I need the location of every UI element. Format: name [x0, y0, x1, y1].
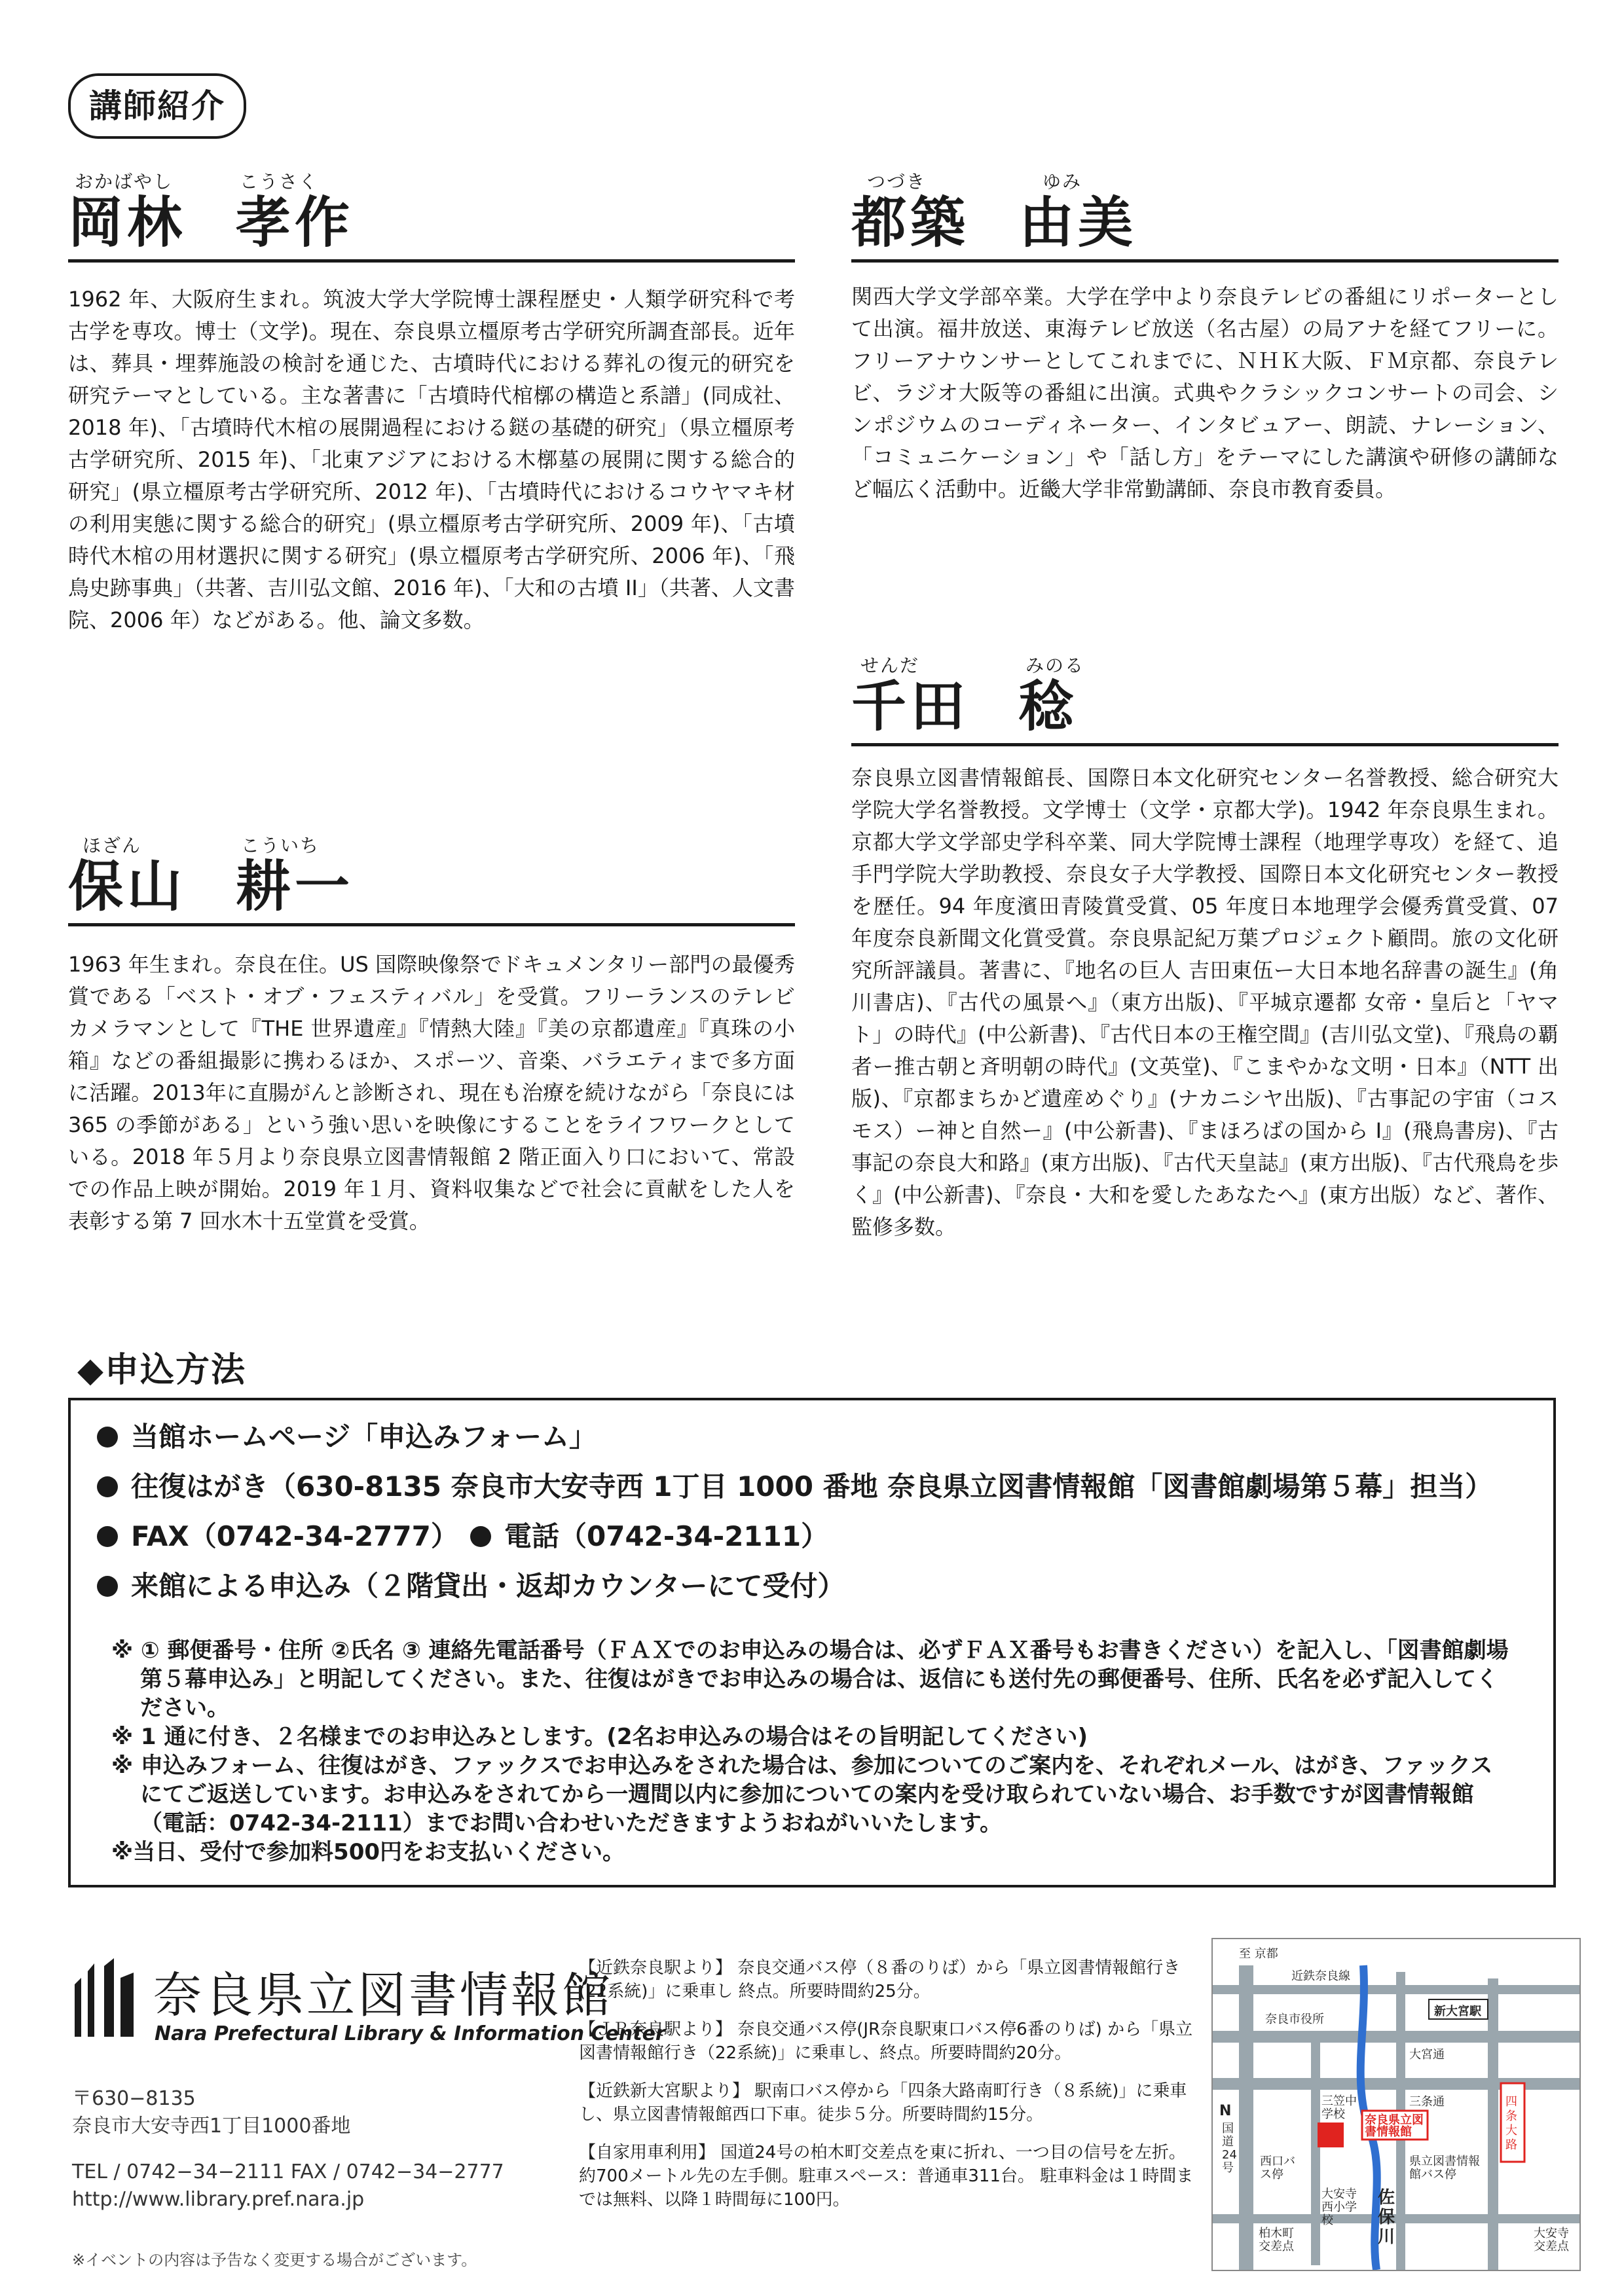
- ruby-given: みのる: [1025, 655, 1085, 676]
- ruby-family: ほざん: [83, 835, 142, 856]
- map-label-city-hall: 奈良市役所: [1265, 2013, 1324, 2026]
- note-item: ※ 申込みフォーム、往復はがき、ファックスでお申込みをされた場合は、参加についてのご案内を、それぞれメール、はがき、ファックスにてご返送しています。お申込みをされてから一週間以内に参加についての案内を受け取られていない場合、お手数ですが図書情報館（電話：0742-34-2111）までお問い合わせいただきますようおねがいいたします。: [111, 1753, 1493, 1836]
- method-label: 当館ホームページ「申込みフォーム」: [131, 1421, 597, 1453]
- apply-heading: ◆申込方法: [77, 1351, 246, 1390]
- section-title: 講師紹介: [68, 73, 246, 139]
- name-underline: [851, 259, 1559, 263]
- address: 奈良市大安寺西1丁目1000番地: [72, 2115, 351, 2138]
- lecturer-family-name: 岡林: [68, 191, 187, 255]
- access-info: [579, 1956, 1194, 2226]
- map-label-saho-river: 佐保川: [1378, 2188, 1395, 2247]
- map-label-omiya: 大宮通: [1409, 2048, 1445, 2062]
- lecturer-family-name: 千田: [851, 674, 970, 738]
- lecturer-bio: 奈良県立図書情報館長、国際日本文化研究センター名誉教授、総合研究大学院大学名誉教授。文学博士（文学・京都大学)。1942 年奈良県生まれ。京都大学文学部史学科卒業、同大学院博士課程（地理学専攻）を経て、追手門学院大学助教授、奈良女子大学教授、国際日本文化研究センター教授を歴任。94 年度濱田青陵賞受賞、05 年度日本地理学会優秀賞受賞、07 年度奈良新聞文化賞受賞。奈良県記紀万葉プロジェクト顧問。旅の文化研究所評議員。著書に、『地名の巨人 吉田東伍ー大日本地名辞書の誕生』(角川書店)、『古代の風景へ』（東方出版)、『平城京遷都 女帝・皇后と「ヤマト」の時代』(中公新書)、『古代日本の王権空間』(吉川弘文堂)、『飛鳥の覇者ー推古朝と斉明朝の時代』(文英堂)、『こまやかな文明・日本』（NTT 出版)、『京都まちかど遺産めぐり』(ナカニシヤ出版)、『古事記の宇宙（コスモス）ー神と自然ー』(中公新書)、『まほろばの国から I』(飛鳥書房)、『古事記の奈良大和路』(東方出版)、『古代天皇誌』(東方出版)、『古代飛鳥を歩く』(中公新書)、『奈良・大和を愛したあなたへ』(東方出版）など、著作、監修多数。: [851, 765, 1559, 1239]
- method-postcard: [97, 1466, 1492, 1508]
- map-label-kyoto: 至 京都: [1239, 1947, 1278, 1961]
- lecturer-family-name: 都築: [851, 191, 970, 255]
- lecturer-given-name: 由美: [1019, 191, 1137, 255]
- disclaimer: ※イベントの内容は予告なく変更する場合がございます。: [72, 2251, 477, 2269]
- name-underline: [68, 923, 795, 926]
- lecturer-bio: 関西大学文学部卒業。大学在学中より奈良テレビの番組にリポーターとして出演。福井放送、東海テレビ放送（名古屋）の局アナを経てフリーに。フリーアナウンサーとしてこれまでに、ＮＨＫ大阪、ＦＭ京都、奈良テレビ、ラジオ大阪等の番組に出演。式典やクラシックコンサートの司会、シンポジウムのコーディネーター、インタビュアー、朗読、ナレーション、「コミュニケーション」や「話し方」をテーマにした講演や研修の講師など幅広く活動中。近畿大学非常勤講師、奈良市教育委員。: [851, 284, 1559, 501]
- map-label-shijo: 四条大路: [1505, 2095, 1517, 2152]
- ruby-given: こうさく: [240, 171, 319, 192]
- map-label-daianji-crossing: 大安寺交差点: [1534, 2227, 1569, 2253]
- map-label-shinomiya: 新大宮駅: [1434, 2005, 1481, 2018]
- website-url[interactable]: http://www.library.pref.nara.jp: [72, 2188, 365, 2211]
- lecturer-given-name: 耕一: [236, 854, 354, 919]
- lecturer-bio: 1962 年、大阪府生まれ。筑波大学大学院博士課程歴史・人類学研究科で考古学を専攻。博士（文学)。現在、奈良県立橿原考古学研究所調査部長。近年は、葬具・埋葬施設の検討を通じた、古墳時代における葬礼の復元的研究を研究テーマとしている。主な著書に「古墳時代棺槨の構造と系譜」(同成社、2018 年)、「古墳時代木棺の展開過程における鎹の基礎的研究」（県立橿原考古学研究所、2015 年)、「北東アジアにおける木槨墓の展開に関する総合的研究」(県立橿原考古学研究所、2012 年)、「古墳時代におけるコウヤマキ材の利用実態に関する総合的研究」(県立橿原考古学研究所、2009 年)、「古墳時代木棺の用材選択に関する研究」(県立橿原考古学研究所、2006 年)、「飛鳥史跡事典」（共著、吉川弘文館、2016 年)、「大和の古墳 II」（共著、人文書院、2006 年）などがある。他、論文多数。: [68, 287, 795, 632]
- library-logo-mark-icon: [68, 1958, 140, 2043]
- postal-code: 〒630−8135: [72, 2087, 196, 2110]
- map-label-kintetsu: 近鉄奈良線: [1291, 1969, 1350, 1983]
- bullet-icon: [97, 1476, 118, 1497]
- ruby-family: せんだ: [860, 655, 920, 676]
- map-label-route24: 国道24号: [1222, 2122, 1237, 2175]
- method-visit: [97, 1565, 845, 1607]
- lecturer-bio: 1963 年生まれ。奈良在住。US 国際映像祭でドキュメンタリー部門の最優秀賞である「ベスト・オブ・フェスティバル」を受賞。フリーランスのテレビカメラマンとして『THE 世界遺産』『情熱大陸』『美の京都遺産』『真珠の小箱』などの番組撮影に携わるほか、スポーツ、音楽、バラエティまで多方面に活躍。2013年に直腸がんと診断され、現在も治療を続けながら「奈良には 365 の季節がある」という強い思いを映像にすることをライフワークとしている。2018 年５月より奈良県立図書情報館 2 階正面入り口において、常設での作品上映が開始。2019 年１月、資料収集などで社会に貢献をした人を表彰する第 7 回水木十五堂賞を受賞。: [68, 952, 795, 1233]
- compass-north-icon: N: [1219, 2103, 1232, 2119]
- method-fax: [97, 1516, 458, 1558]
- bullet-icon: [470, 1526, 491, 1547]
- note-item: ※当日、受付で参加料500円をお支払いください。: [111, 1839, 625, 1865]
- lecturer-tsuzuki: [851, 168, 1559, 505]
- map-label-junior-high: 三笠中学校: [1321, 2094, 1357, 2121]
- map-label-library-bus: 県立図書情報館バス停: [1409, 2155, 1480, 2181]
- method-label: 電話（0742-34-2111）: [504, 1520, 829, 1552]
- map-label-library: 奈良県立図書情報館: [1365, 2113, 1424, 2139]
- ruby-family: おかばやし: [75, 171, 174, 192]
- map-label-elementary: 大安寺西小学校: [1321, 2187, 1357, 2227]
- map-label-kashiwagi: 柏木町交差点: [1259, 2227, 1294, 2253]
- note-item: ※ ① 郵便番号・住所 ②氏名 ③ 連絡先電話番号（ＦＡＸでのお申込みの場合は、必ずＦＡＸ番号もお書きください）を記入し、「図書館劇場 第５幕申込み」と明記してください。また、往復はがきでお申込みの場合は、返信にも送付先の郵便番号、住所、氏名を必ず記入してください。: [111, 1637, 1509, 1721]
- ruby-given: こういち: [241, 835, 320, 856]
- bullet-icon: [97, 1526, 118, 1547]
- access-kintetsu-nara: 【近鉄奈良駅より】 奈良交通バス停（８番のりば）から「県立図書情報館行き(22系統)」に乗車し 終点。所要時間約25分。: [579, 1958, 1181, 2001]
- method-label: FAX（0742-34-2777）: [131, 1520, 458, 1552]
- lecturer-family-name: 保山: [68, 854, 187, 919]
- lecturer-given-name: 孝作: [236, 191, 354, 255]
- method-label: 来館による申込み（２階貸出・返却カウンターにて受付）: [131, 1570, 845, 1602]
- logo-english: Nara Prefectural Library & Information Center: [155, 2022, 665, 2045]
- logo-japanese: 奈良県立図書情報館: [153, 1967, 613, 2024]
- map-label-sanjo: 三条通: [1409, 2095, 1445, 2109]
- name-underline: [851, 743, 1559, 746]
- apply-box: [68, 1398, 1556, 1887]
- ruby-family: つづき: [867, 171, 927, 192]
- lecturer-hozan: [68, 831, 795, 1237]
- lecturer-senda: [851, 651, 1559, 1243]
- lecturer-okabayashi: [68, 168, 795, 636]
- bullet-icon: [97, 1576, 118, 1597]
- method-webform: [97, 1416, 597, 1458]
- apply-notes: [111, 1636, 1513, 1867]
- bullet-icon: [97, 1427, 118, 1448]
- access-map: [1211, 1938, 1581, 2271]
- map-label-west-bus: 西口バス停: [1260, 2155, 1295, 2181]
- lecturer-given-name: 稔: [1019, 674, 1079, 738]
- name-underline: [68, 259, 795, 263]
- contact-info: [72, 2085, 570, 2214]
- map-roads: [1213, 1939, 1579, 2270]
- method-phone: [470, 1516, 828, 1558]
- note-item: ※ 1 通に付き、２名様までのお申込みとします。(2名お申込みの場合はその旨明記してください): [111, 1724, 1088, 1750]
- ruby-given: ゆみ: [1043, 171, 1082, 192]
- method-label: 往復はがき（630-8135 奈良市大安寺西 1丁目 1000 番地 奈良県立図書情報館「図書館劇場第５幕」担当）: [131, 1470, 1493, 1503]
- access-car: 【自家用車利用】 国道24号の柏木町交差点を東に折れ、一つ目の信号を左折。約700メートル先の左手側。駐車スペース：普通車311台。 駐車料金は１時間までは無料、以降１時間毎に100円。: [579, 2143, 1194, 2210]
- access-shinomiya: 【近鉄新大宮駅より】 駅南口バス停から「四条大路南町行き（８系統)」に乗車し、県立図書情報館西口下車。徒歩５分。所要時間約15分。: [579, 2081, 1187, 2124]
- library-logo: [68, 1954, 665, 2052]
- access-jr-nara: 【ＪＲ奈良駅より】 奈良交通バス停(JR奈良駅東口バス停6番のりば) から「県立図書情報館行き（22系統)」に乗車し、終点。所要時間約20分。: [579, 2020, 1193, 2063]
- tel-fax: TEL / 0742−34−2111 FAX / 0742−34−2777: [72, 2160, 504, 2183]
